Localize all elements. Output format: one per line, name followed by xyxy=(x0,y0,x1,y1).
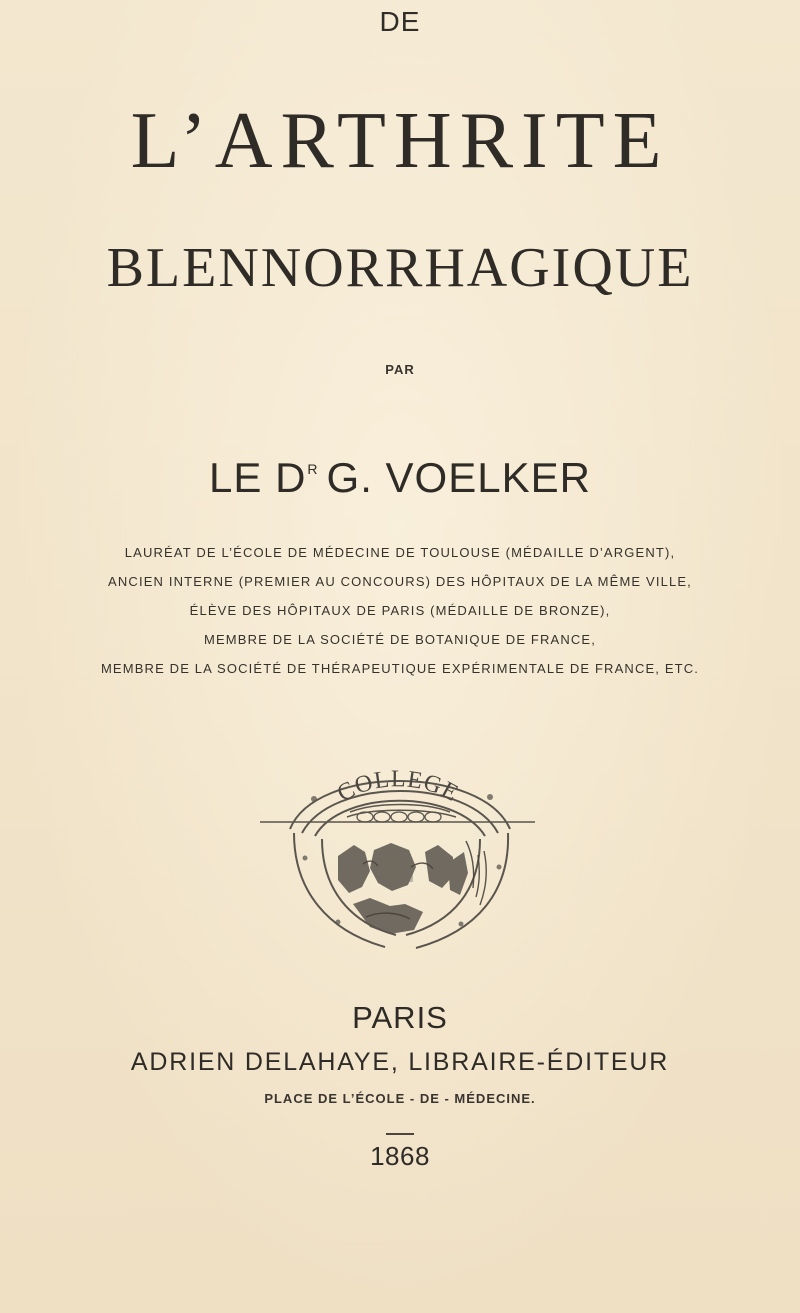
credential-line: ÉLÈVE DES HÔPITAUX DE PARIS (MÉDAILLE DE BRONZE), xyxy=(189,603,611,618)
credentials-block xyxy=(0,538,800,683)
author-surname: G. VOELKER xyxy=(326,454,591,501)
author-name xyxy=(0,454,800,502)
author-prefix: LE D xyxy=(209,454,307,501)
preposition-de: DE xyxy=(379,6,421,37)
credential-line: ANCIEN INTERNE (PREMIER AU CONCOURS) DES HÔPITAUX DE LA MÊME VILLE, xyxy=(108,574,692,589)
imprint-city: PARIS xyxy=(352,1000,448,1035)
imprint-address: PLACE DE L’ÉCOLE - DE - MÉDECINE. xyxy=(264,1091,536,1106)
by-label: PAR xyxy=(385,362,415,377)
book-title: L’ARTHRITE xyxy=(130,97,670,185)
seal-emblem xyxy=(220,741,580,981)
author-superscript: R xyxy=(307,461,319,477)
book-subtitle: BLENNORRHAGIQUE xyxy=(106,237,694,299)
imprint-rule xyxy=(386,1133,414,1135)
imprint-year: 1868 xyxy=(370,1141,430,1171)
seal-icon xyxy=(220,741,580,981)
credential-line: MEMBRE DE LA SOCIÉTÉ DE BOTANIQUE DE FRANCE, xyxy=(203,632,597,647)
credential-line: LAURÉAT DE L’ÉCOLE DE MÉDECINE DE TOULOUSE (MÉDAILLE D’ARGENT), xyxy=(124,545,676,560)
seal-lettering: COLLEGE xyxy=(333,766,464,808)
imprint-publisher: ADRIEN DELAHAYE, LIBRAIRE-ÉDITEUR xyxy=(130,1048,670,1076)
credential-line: MEMBRE DE LA SOCIÉTÉ DE THÉRAPEUTIQUE EXPÉRIMENTALE DE FRANCE, ETC. xyxy=(100,661,700,676)
